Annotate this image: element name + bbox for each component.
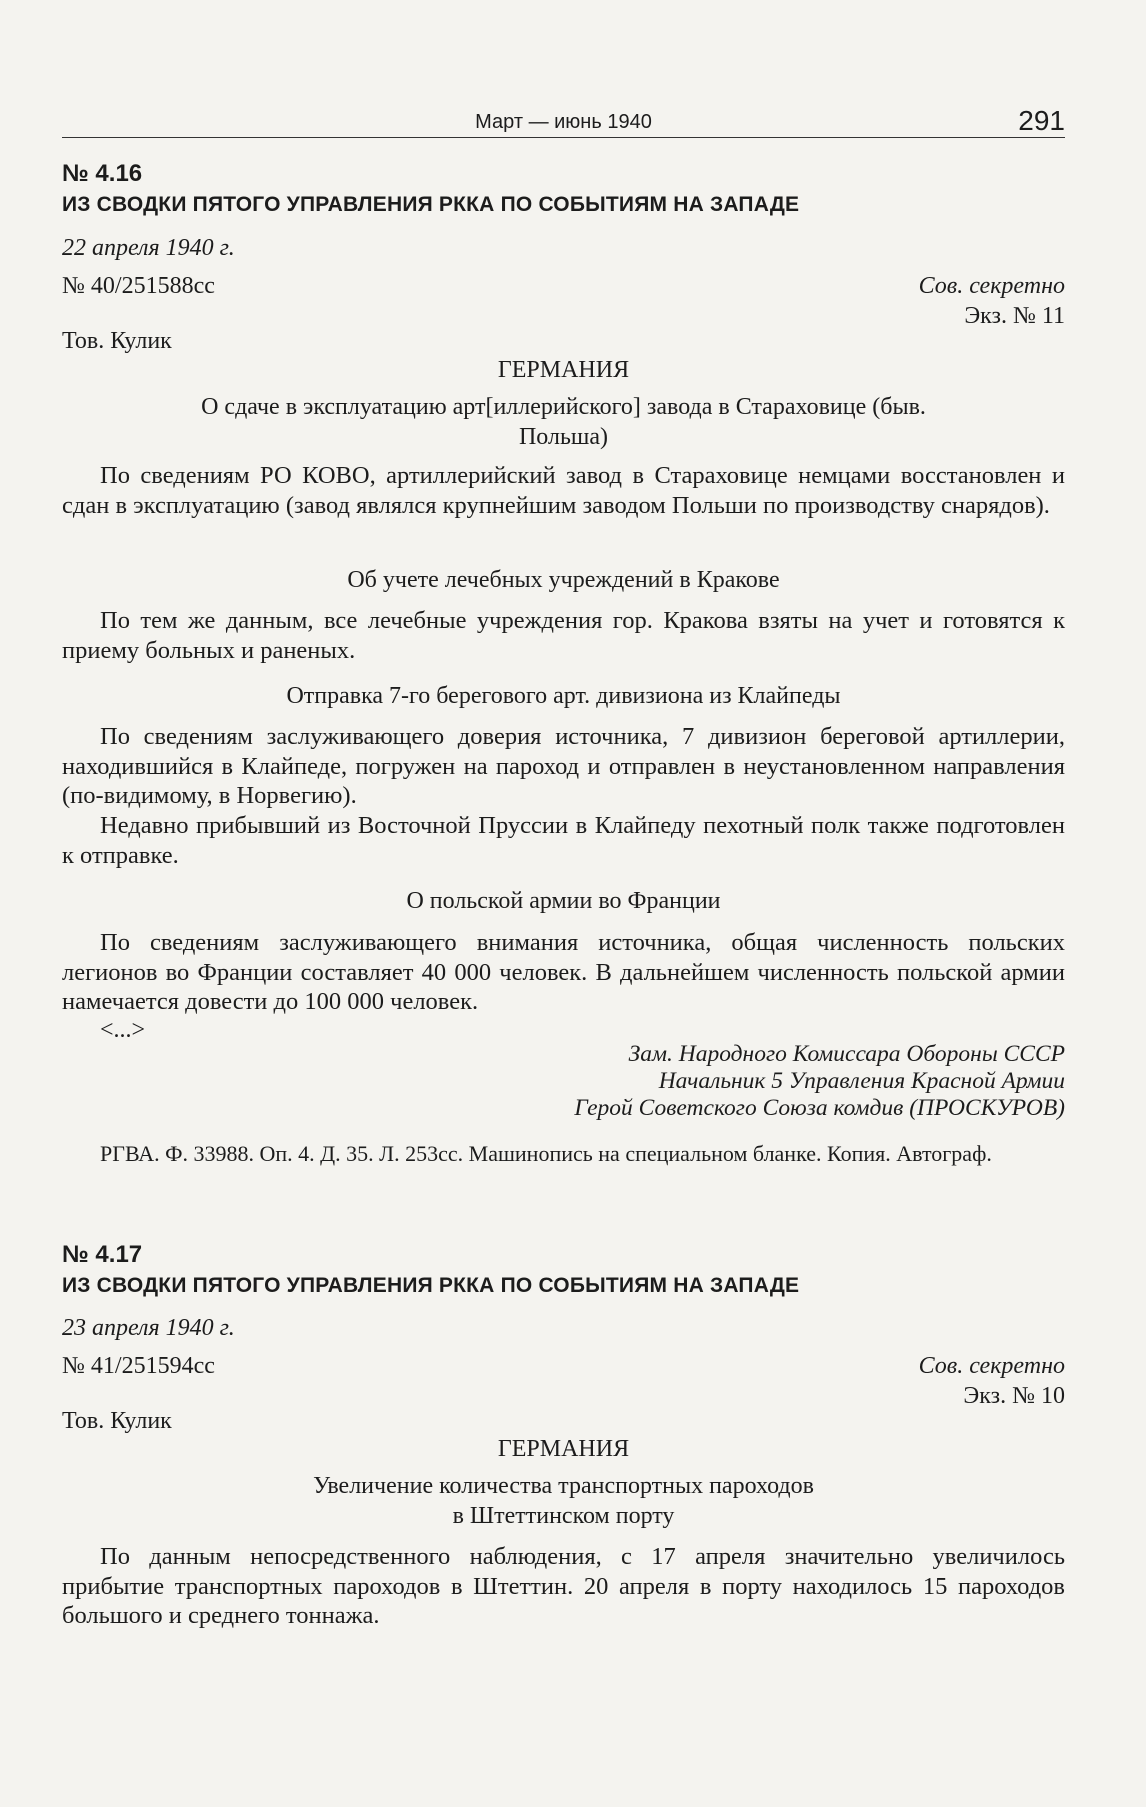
document-title: ИЗ СВОДКИ ПЯТОГО УПРАВЛЕНИЯ РККА ПО СОБЫТИЯМ НА ЗАПАДЕ [62, 1274, 800, 1297]
addressee: Тов. Кулик [62, 1408, 172, 1434]
signature-block [574, 1041, 1065, 1122]
paragraph: Недавно прибывший из Восточной Пруссии в Клайпеду пехотный полк также подготовлен к отправке. [62, 812, 1065, 869]
document-number: № 4.16 [62, 160, 143, 187]
section-heading [62, 1471, 1065, 1531]
paragraph: По данным непосредственного наблюдения, с 17 апреля значительно увеличилось прибытие транспортных пароходов в Штеттин. 20 апреля в порту находилось 15 пароходов большого и среднего тоннажа. [62, 1543, 1065, 1629]
classification-stamp: Сов. секретно [918, 273, 1065, 299]
paragraph: По тем же данным, все лечебные учреждения гор. Кракова взяты на учет и готовятся к приему больных и раненых. [62, 607, 1065, 664]
section-heading: Отправка 7-го берегового арт. дивизиона из Клайпеды [286, 683, 841, 709]
running-header [62, 107, 1065, 138]
classification-stamp: Сов. секретно [918, 1353, 1065, 1379]
paragraph: По сведениям заслуживающего внимания источника, общая численность польских легионов во Франции составляет 40 000 человек. В дальнейшем численность польской армии намечается довести до 100 000 человек. [62, 929, 1065, 1015]
copy-number: Экз. № 11 [964, 303, 1065, 329]
signature-line: Зам. Народного Комиссара Обороны СССР [628, 1041, 1065, 1067]
document-date: 23 апреля 1940 г. [62, 1315, 235, 1341]
document-reference: № 40/251588сс [62, 273, 215, 299]
addressee: Тов. Кулик [62, 328, 172, 354]
signature-line: Начальник 5 Управления Красной Армии [658, 1068, 1065, 1094]
section-heading: О польской армии во Франции [406, 888, 721, 914]
country-heading: ГЕРМАНИЯ [497, 1436, 630, 1462]
section-heading-line: в Штеттинском порту [452, 1503, 675, 1529]
archive-source-note: РГВА. Ф. 33988. Оп. 4. Д. 35. Л. 253сс. Машинопись на специальном бланке. Копия. Автограф. [100, 1141, 992, 1166]
document-reference: № 41/251594сс [62, 1353, 215, 1379]
section-heading: О сдаче в эксплуатацию арт[иллерийского] завода в Стараховице (быв. Польша) [201, 394, 926, 450]
paragraph: По сведениям заслуживающего доверия источника, 7 дивизион береговой артиллерии, находившийся в Клайпеде, погружен на пароход и отправлен в неустановленном направления (по-видимому, в Норвегию). [62, 723, 1065, 809]
omission-mark: <...> [100, 1017, 146, 1043]
country-heading: ГЕРМАНИЯ [497, 357, 630, 383]
running-title: Март — июнь 1940 [475, 111, 652, 133]
paragraph: По сведениям РО КОВО, артиллерийский завод в Стараховице немцами восстановлен и сдан в эксплуатацию (завод являлся крупнейшим заводом Польши по производству снарядов). [62, 462, 1065, 519]
page-number: 291 [1018, 105, 1065, 136]
document-page [62, 0, 1065, 1807]
copy-number: Экз. № 10 [963, 1383, 1065, 1409]
section-heading-line: Увеличение количества транспортных пароходов [313, 1473, 814, 1499]
section-heading: Об учете лечебных учреждений в Кракове [347, 567, 780, 593]
document-number: № 4.17 [62, 1241, 143, 1268]
document-title: ИЗ СВОДКИ ПЯТОГО УПРАВЛЕНИЯ РККА ПО СОБЫТИЯМ НА ЗАПАДЕ [62, 193, 800, 216]
signature-line: Герой Советского Союза комдив (ПРОСКУРОВ) [574, 1095, 1065, 1121]
document-date: 22 апреля 1940 г. [62, 235, 235, 261]
